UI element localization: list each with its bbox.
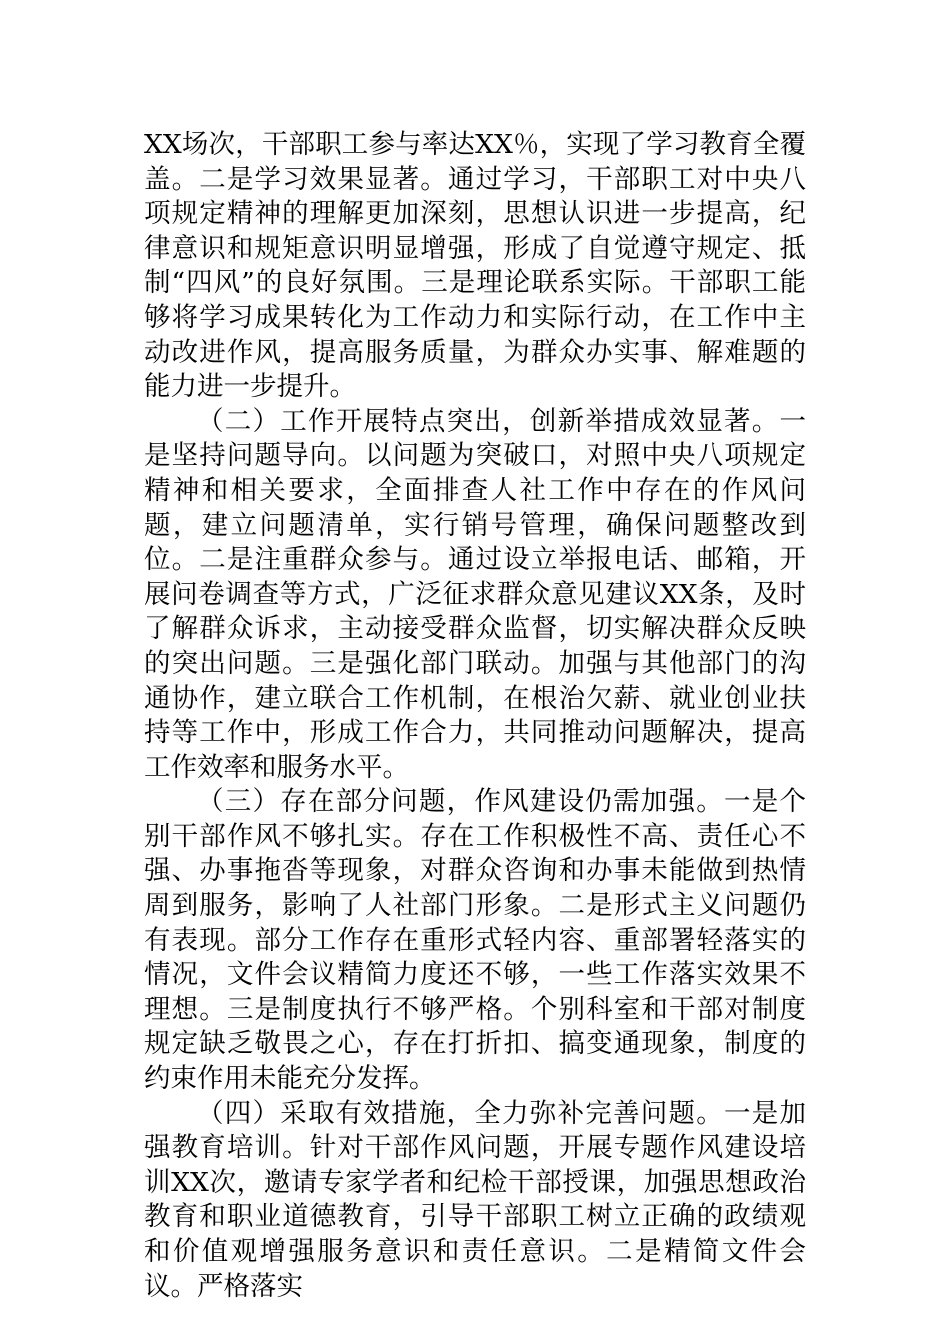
paragraph-1: XX场次，干部职工参与率达XX％，实现了学习教育全覆盖。二是学习效果显著。通过学习，干部职工对中央八项规定精神的理解更加深刻，思想认识进一步提高，纪律意识和规矩意识明显增强，形成了自觉遵守规定、抵制“四风”的良好氛围。三是理论联系实际。干部职工能够将学习成果转化为工作动力和实际行动，在工作中主动改进作风，提高服务质量，为群众办实事、解难题的能力进一步提升。 xyxy=(144,129,806,403)
paragraph-3: （三）存在部分问题，作风建设仍需加强。一是个别干部作风不够扎实。存在工作积极性不高、责任心不强、办事拖沓等现象，对群众咨询和办事未能做到热情周到服务，影响了人社部门形象。二是形式主义问题仍有表现。部分工作存在重形式轻内容、重部署轻落实的情况，文件会议精简力度还不够，一些工作落实效果不理想。三是制度执行不够严格。个别科室和干部对制度规定缺乏敬畏之心，存在打折扣、搞变通现象，制度的约束作用未能充分发挥。 xyxy=(144,786,806,1095)
paragraph-2: （二）工作开展特点突出，创新举措成效显著。一是坚持问题导向。以问题为突破口，对照中央八项规定精神和相关要求，全面排查人社工作中存在的作风问题，建立问题清单，实行销号管理，确保问题整改到位。二是注重群众参与。通过设立举报电话、邮箱，开展问卷调查等方式，广泛征求群众意见建议XX条，及时了解群众诉求，主动接受群众监督，切实解决群众反映的突出问题。三是强化部门联动。加强与其他部门的沟通协作，建立联合工作机制，在根治欠薪、就业创业扶持等工作中，形成工作合力，共同推动问题解决，提高工作效率和服务水平。 xyxy=(144,405,806,783)
document-body xyxy=(144,128,806,1304)
paragraph-4: （四）采取有效措施，全力弥补完善问题。一是加强教育培训。针对干部作风问题，开展专题作风建设培训XX次，邀请专家学者和纪检干部授课，加强思想政治教育和职业道德教育，引导干部职工树立正确的政绩观和价值观增强服务意识和责任意识。二是精简文件会议。严格落实 xyxy=(144,1097,806,1302)
